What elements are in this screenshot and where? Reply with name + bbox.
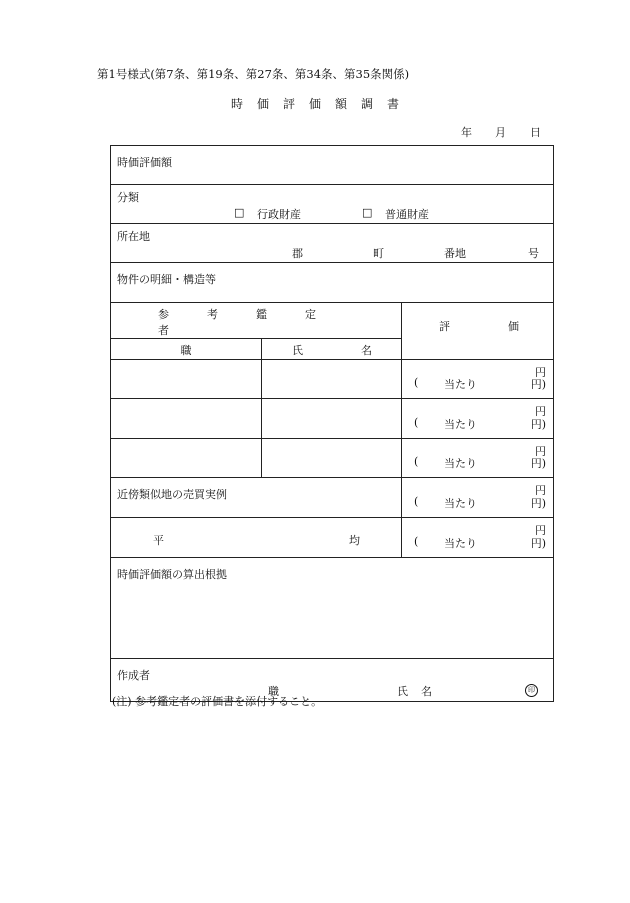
yen-close: 円) <box>530 537 547 550</box>
appraiser-3-post[interactable] <box>111 439 262 478</box>
date-month: 月 <box>495 126 506 139</box>
average-left: 平 <box>153 534 164 547</box>
per-unit-label: 当たり <box>444 378 477 391</box>
yen-close: 円) <box>530 457 547 470</box>
classification-row <box>111 185 554 224</box>
appraiser-1-name[interactable] <box>262 360 402 399</box>
yen-label: 円 <box>535 366 547 379</box>
paren-open: ( <box>414 376 419 389</box>
preparer-name-right: 名 <box>421 685 432 698</box>
calc-basis-label: 時価評価額の算出根拠 <box>117 568 227 581</box>
paren-open: ( <box>414 535 419 548</box>
document-title: 時価評価額調書 <box>230 97 413 111</box>
neighbor-sales-evaluation[interactable] <box>402 478 554 518</box>
administrative-property-label: 行政財産 <box>257 208 301 221</box>
valuation-amount-label: 時価評価額 <box>117 156 172 169</box>
yen-label: 円 <box>535 524 547 537</box>
yen-label: 円 <box>535 445 547 458</box>
per-unit-line <box>414 495 546 511</box>
location-machi: 町 <box>373 247 384 260</box>
paren-open: ( <box>414 416 419 429</box>
per-unit-label: 当たり <box>444 497 477 510</box>
seal-icon: 印 <box>525 684 538 697</box>
average-right: 均 <box>349 534 360 547</box>
appraiser-2-post[interactable] <box>111 399 262 439</box>
per-unit-line <box>414 416 546 432</box>
per-unit-label: 当たり <box>444 457 477 470</box>
per-unit-line <box>414 455 546 471</box>
classification-label: 分類 <box>117 191 139 204</box>
yen-close: 円) <box>530 497 547 510</box>
date-year: 年 <box>461 126 472 139</box>
average-cell <box>111 518 402 558</box>
form-number: 第1号様式(第7条、第19条、第27条、第34条、第35条関係) <box>97 67 410 81</box>
per-unit-label: 当たり <box>444 418 477 431</box>
evaluation-header-cell <box>402 303 554 360</box>
calc-basis-row[interactable] <box>111 558 554 659</box>
name-header-left: 氏 <box>292 344 303 357</box>
location-go: 号 <box>528 247 539 260</box>
ordinary-property-checkbox[interactable]: □ <box>362 206 373 219</box>
ordinary-property-label: 普通財産 <box>385 208 429 221</box>
per-unit-label: 当たり <box>444 537 477 550</box>
appraiser-3-name[interactable] <box>262 439 402 478</box>
neighbor-sales-label: 近傍類似地の売買実例 <box>117 488 227 501</box>
administrative-property-checkbox[interactable]: □ <box>234 206 245 219</box>
date-day: 日 <box>530 126 541 139</box>
per-unit-line <box>414 376 546 392</box>
evaluation-header-right: 価 <box>508 320 519 333</box>
preparer-post: 職 <box>268 685 279 698</box>
location-row[interactable] <box>111 224 554 263</box>
appraiser-3-evaluation[interactable] <box>402 439 554 478</box>
paren-open: ( <box>414 495 419 508</box>
appraiser-2-evaluation[interactable] <box>402 399 554 439</box>
post-header: 職 <box>180 344 192 357</box>
name-header-cell <box>262 339 402 360</box>
appraiser-1-evaluation[interactable] <box>402 360 554 399</box>
yen-label: 円 <box>535 484 547 497</box>
location-gun: 郡 <box>292 247 303 260</box>
yen-close: 円) <box>530 378 547 391</box>
per-unit-line <box>414 535 546 551</box>
preparer-name-left: 氏 <box>397 685 408 698</box>
appraiser-header-cell <box>111 303 402 339</box>
evaluation-header-left: 評 <box>439 320 450 333</box>
footnote: (注) 参考鑑定者の評価書を添付すること。 <box>112 695 323 708</box>
valuation-form-table <box>110 145 554 702</box>
location-label: 所在地 <box>117 230 150 243</box>
post-header-cell <box>111 339 262 360</box>
yen-close: 円) <box>530 418 547 431</box>
preparer-label: 作成者 <box>117 669 150 682</box>
appraiser-header: 参考鑑定者 <box>158 308 354 337</box>
appraiser-2-name[interactable] <box>262 399 402 439</box>
yen-label: 円 <box>535 405 547 418</box>
property-details-label: 物件の明細・構造等 <box>117 273 216 286</box>
neighbor-sales-cell <box>111 478 402 518</box>
average-evaluation[interactable] <box>402 518 554 558</box>
valuation-amount-row[interactable] <box>111 146 554 185</box>
property-details-row[interactable] <box>111 263 554 303</box>
location-banchi: 番地 <box>444 247 466 260</box>
name-header-right: 名 <box>361 344 372 357</box>
paren-open: ( <box>414 455 419 468</box>
appraiser-1-post[interactable] <box>111 360 262 399</box>
